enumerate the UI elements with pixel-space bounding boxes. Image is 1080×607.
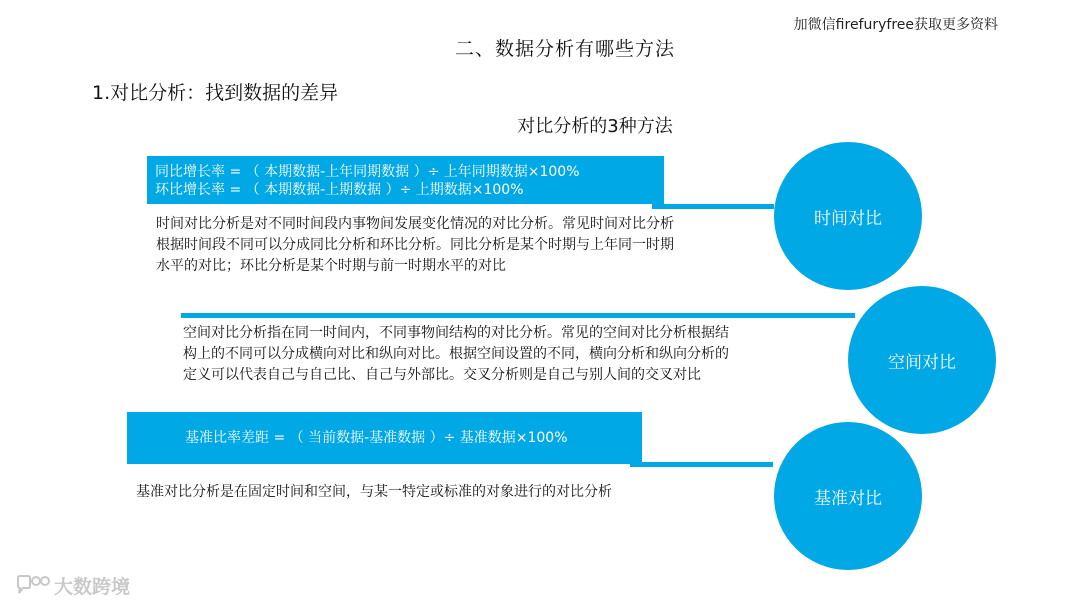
logo-text: 大数跨境 (54, 576, 131, 598)
promo-text: 加微信firefuryfree获取更多资料 (793, 17, 998, 33)
baseline-circle-label: 基准对比 (814, 488, 882, 509)
baseline-formula: 基准比率差距 = （ 当前数据-基准数据 ）÷ 基准数据×100% (185, 430, 568, 446)
time-desc-line: 根据时间段不同可以分成同比分析和环比分析。同比分析是某个时期与上年同一时期 (156, 237, 674, 253)
time-description (156, 214, 766, 277)
time-circle-label: 时间对比 (814, 208, 882, 229)
sub-title: 对比分析的3种方法 (517, 116, 673, 137)
space-circle-label: 空间对比 (888, 352, 956, 373)
time-connector-line (652, 204, 774, 209)
space-desc-line: 定义可以代表自己与自己比、自己与外部比。交叉分析则是自己与别人间的交叉对比 (183, 367, 701, 383)
chat-bubble-icon (14, 574, 50, 598)
time-desc-line: 水平的对比；环比分析是某个时期与前一时期水平的对比 (156, 258, 506, 274)
page-title: 二、数据分析有哪些方法 (454, 38, 675, 60)
mom-formula: 环比增长率 = （ 本期数据-上期数据 ）÷ 上期数据×100% (155, 182, 524, 198)
space-desc-line: 空间对比分析指在同一时间内，不同事物间结构的对比分析。常见的空间对比分析根据结 (183, 325, 729, 341)
space-comparison-circle (848, 286, 996, 434)
time-desc-line: 时间对比分析是对不同时间段内事物间发展变化情况的对比分析。常见时间对比分析 (156, 216, 674, 232)
space-desc-line: 构上的不同可以分成横向对比和纵向对比。根据空间设置的不同，横向分析和纵向分析的 (183, 346, 729, 362)
space-connector-line (181, 313, 855, 318)
baseline-comparison-circle (774, 422, 922, 570)
yoy-formula: 同比增长率 = （ 本期数据-上年同期数据 ）÷ 上年同期数据×100% (155, 164, 580, 180)
section-title: 1.对比分析：找到数据的差异 (92, 82, 339, 104)
baseline-description: 基准对比分析是在固定时间和空间，与某一特定或标准的对象进行的对比分析 (136, 484, 612, 500)
watermark-logo (14, 572, 130, 599)
baseline-formula-box (127, 412, 642, 464)
time-comparison-circle (774, 142, 922, 290)
time-formula-box (147, 156, 664, 204)
space-description (183, 323, 843, 386)
baseline-connector-line (630, 462, 773, 467)
